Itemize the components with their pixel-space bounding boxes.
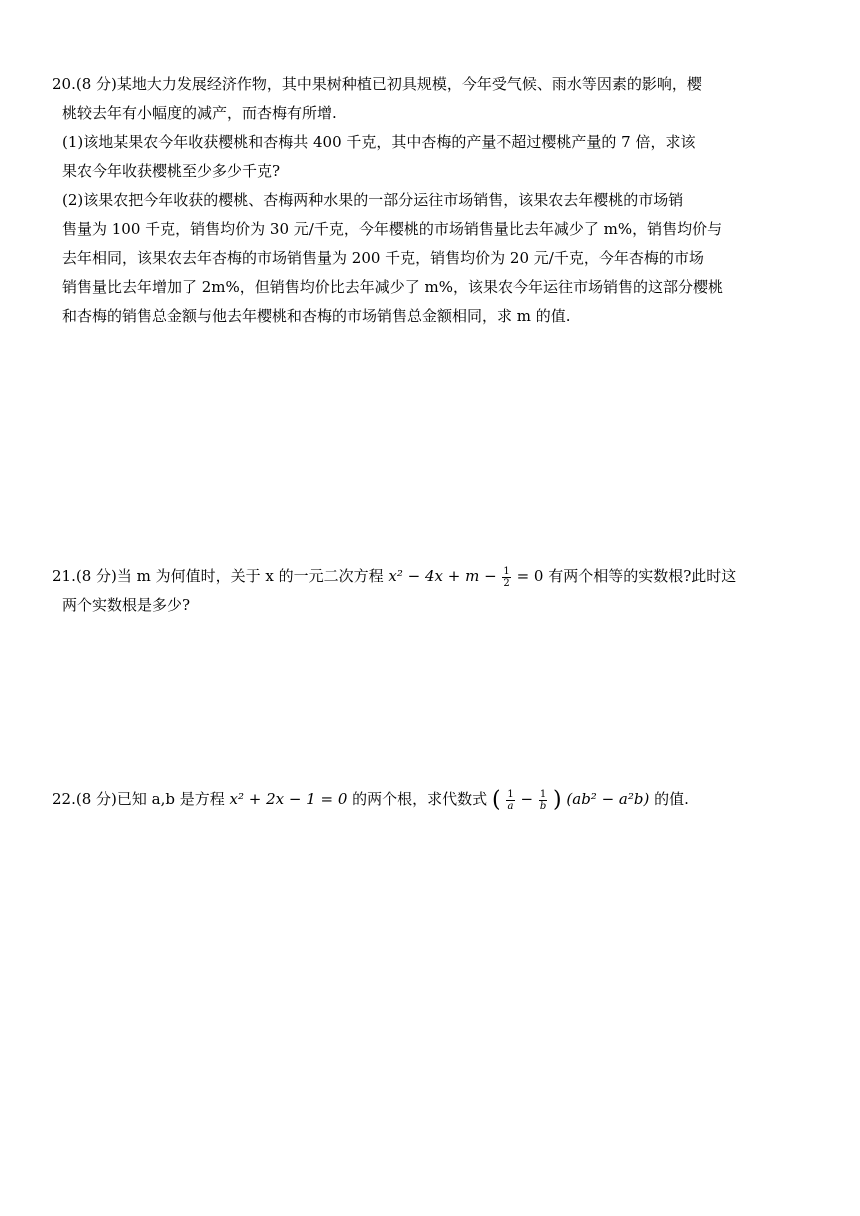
q20-part2-line-1: (2)该果农把今年收获的樱桃、杏梅两种水果的一部分运往市场销售，该果农去年樱桃的市场销	[62, 191, 684, 209]
q21-equation	[388, 565, 548, 589]
q20-part1-line-2: 果农今年收获樱桃至少多少千克?	[62, 162, 281, 180]
q22-fraction-a	[506, 789, 514, 812]
q21-fraction	[502, 566, 510, 589]
question-22	[52, 785, 812, 815]
q22-right-paren: )	[553, 787, 562, 813]
q22-left-paren: (	[491, 787, 501, 813]
q21-eq-tail: = 0	[516, 567, 544, 585]
q22-expr2: (ab² − a²b)	[566, 790, 650, 808]
q22-expression	[491, 787, 654, 813]
q21-eq-main: x² − 4x + m −	[388, 567, 502, 585]
q20-part2-line-3: 去年相同，该果农去年杏梅的市场销售量为 200 千克，销售均价为 20 元/千克，今年杏梅的市场	[62, 249, 704, 267]
q20-part2-line-2: 售量为 100 千克，销售均价为 30 元/千克，今年樱桃的市场销售量比去年减少了 m%，销售均价与	[62, 220, 723, 238]
q22-suffix: 的值.	[654, 790, 689, 808]
q21-prefix: 21.(8 分)当 m 为何值时，关于 x 的一元二次方程	[52, 567, 389, 585]
q22-frac2-den: b	[539, 800, 547, 812]
q22-line-1	[52, 785, 812, 815]
q21-frac-num: 1	[503, 565, 510, 577]
q20-part2-line-4: 销售量比去年增加了 2m%，但销售均价比去年减少了 m%，该果农今年运往市场销售的这部分樱桃	[62, 278, 724, 296]
q22-frac2-num: 1	[539, 788, 547, 800]
q21-frac-den: 2	[503, 577, 510, 589]
q20-line-2: 桃较去年有小幅度的减产，而杏梅有所增.	[62, 104, 337, 122]
q22-minus: −	[520, 790, 534, 808]
q22-prefix: 22.(8 分)已知 a,b 是方程	[52, 790, 230, 808]
q20-line-1: 20.(8 分)某地大力发展经济作物，其中果树种植已初具规模，今年受气候、雨水等因素的影响，樱	[52, 75, 702, 93]
q22-frac1-den: a	[507, 800, 514, 812]
q22-frac1-num: 1	[507, 788, 514, 800]
q22-fraction-b	[539, 789, 547, 812]
q21-suffix: 有两个相等的实数根?此时这	[548, 567, 737, 585]
q22-equation: x² + 2x − 1 = 0	[229, 790, 348, 808]
question-21	[52, 562, 812, 620]
q20-part2-line-5: 和杏梅的销售总金额与他去年樱桃和杏梅的市场销售总金额相同，求 m 的值.	[62, 307, 571, 325]
q22-middle: 的两个根，求代数式	[352, 790, 492, 808]
q21-line-2: 两个实数根是多少?	[62, 596, 191, 614]
q21-line-1	[52, 562, 812, 591]
question-20	[52, 70, 812, 331]
q20-part1-line-1: (1)该地某果农今年收获樱桃和杏梅共 400 千克，其中杏梅的产量不超过樱桃产量的 7 倍，求该	[62, 133, 696, 151]
